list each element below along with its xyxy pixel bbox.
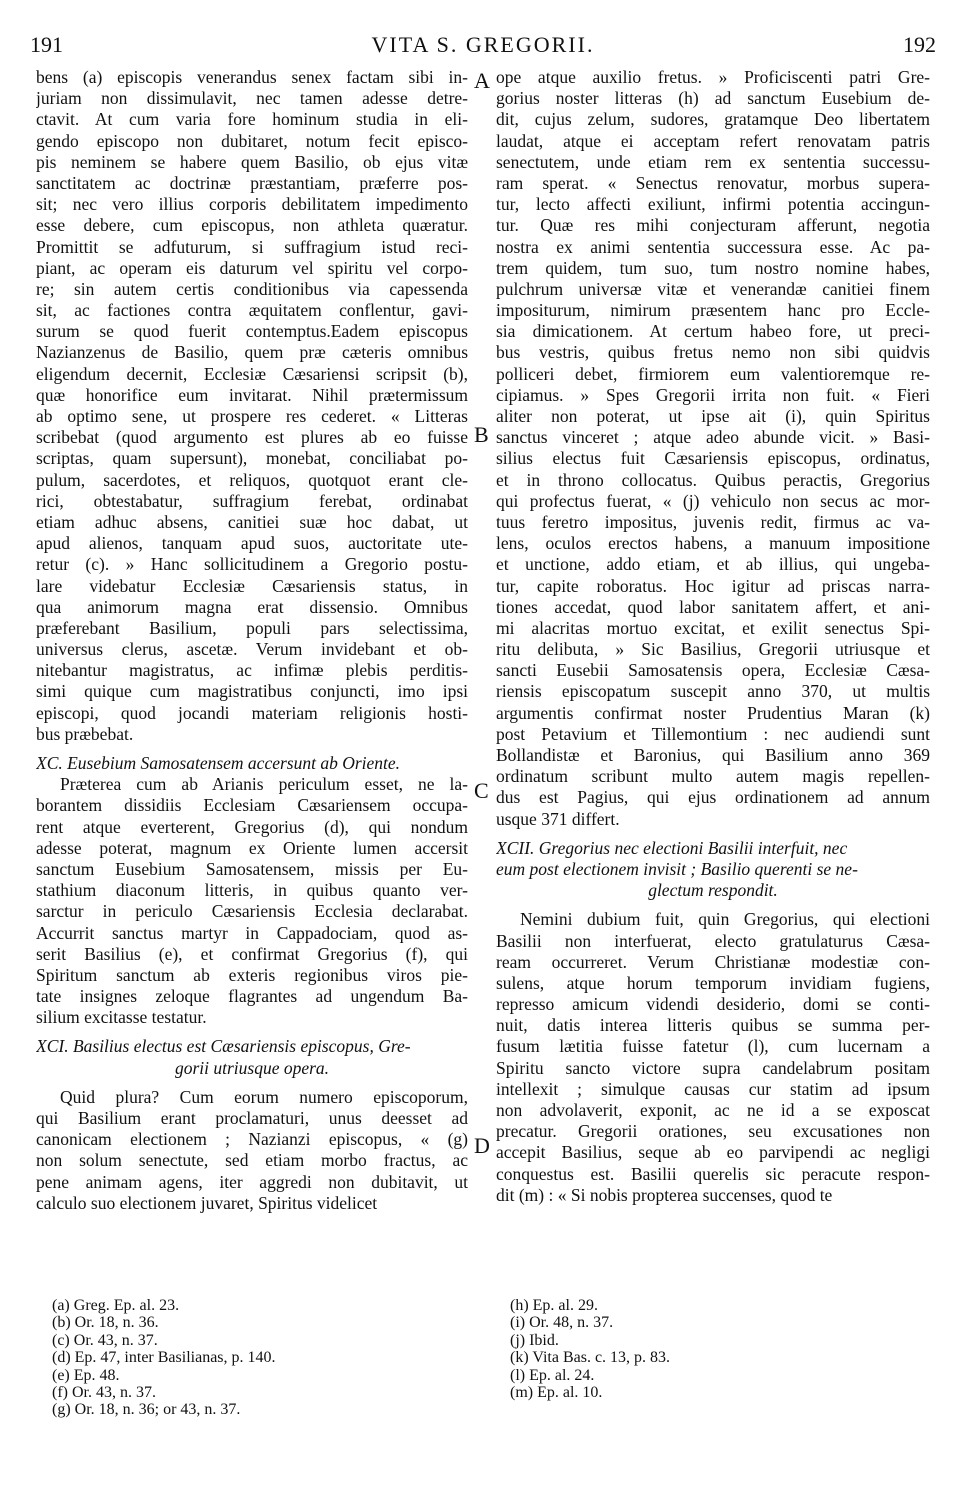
- footnote: (a) Greg. Ep. al. 23.: [52, 1297, 180, 1314]
- text-line: dit (m) : « Si nobis propterea succenses, quod te: [496, 1184, 833, 1205]
- page-number-right: 192: [903, 32, 936, 57]
- footnote: (f) Or. 43, n. 37.: [52, 1384, 156, 1402]
- text-line: non solum senectute, sed etiam morbo fractus, ac: [36, 1150, 468, 1171]
- footnote: (m) Ep. al. 10.: [510, 1384, 603, 1402]
- text-line: tiones accedat, quod labor sanitatem affert, et ani-: [496, 596, 930, 617]
- text-line: pene animam agens, iter aggredi non dubitavit, ut: [36, 1171, 468, 1192]
- running-header: [30, 32, 936, 58]
- margin-letter-d: D: [474, 1133, 490, 1158]
- text-line: Accurrit sanctus martyr in Cappadociam, quod as-: [36, 922, 468, 943]
- section-heading-line: eum post electionem invisit ; Basilio querenti se ne-: [496, 858, 858, 879]
- text-line: ream occurreret. Verum Christianæ modestiæ con-: [496, 951, 930, 972]
- text-line: etiam adhuc absens, canitiei suæ hoc dabat, ut: [36, 511, 468, 532]
- footnote: (g) Or. 18, n. 36; or 43, n. 37.: [52, 1401, 241, 1419]
- text-line: tur, capite roboratus. Hoc igitur ad priscas narra-: [496, 575, 930, 596]
- text-line: bus præbebat.: [36, 723, 134, 744]
- text-line: ritu delibuta, » Sic Basilius, Gregorii utriusque et: [496, 639, 930, 660]
- text-line: tur, lecto affecti exiliunt, infirmi potentia accingun-: [496, 194, 930, 215]
- text-line: mi alacritas mortuo excitat, et exilit senectus Spi-: [496, 617, 930, 638]
- text-line: nuit, datis interea litteris quibus se summa per-: [496, 1015, 930, 1036]
- text-line: ctavit. At cum varia fore hominum studia in eli-: [36, 109, 468, 130]
- text-line: pis neminem se habere quem Basilio, ob ejus vitæ: [36, 151, 468, 172]
- page-number-left: 191: [30, 32, 63, 57]
- text-line: borantem dissidiis Ecclesiam Cæsariensem occupa-: [36, 795, 468, 816]
- text-line: pulum, sacerdotes, et reliquos, quotquot erant cle-: [36, 469, 468, 490]
- text-line: Bollandistæ et Baronius, qui Basilium anno 369: [496, 745, 930, 765]
- footnotes-left: [52, 1297, 276, 1419]
- text-line: Spiritum sanctum ab exteris regionibus viros pie-: [36, 964, 468, 985]
- text-line: simi quique cum magistratibus conjuncti, imo ipsi: [36, 681, 468, 702]
- section-gap: [36, 745, 468, 753]
- text-line: retur (c). » Hanc sollicitudinem a Gregorio postu-: [36, 554, 468, 575]
- text-line: tuus feretro impositus, juvenis redit, firmus ac va-: [496, 511, 930, 532]
- text-line: Nemini dubium fuit, quin Gregorius, qui electioni: [520, 909, 930, 930]
- text-line: et in throno collocatus. Quibus peractis, Gregorius: [496, 469, 930, 490]
- text-line: sit, ac factiones contra æquitatem conflentur, gavi-: [36, 300, 468, 321]
- text-line: silius electus fuit Cæsariensis episcopus, ordinatus,: [496, 448, 930, 469]
- text-line: apud alienos, tanquam apud suos, auctoritate ute-: [36, 533, 468, 554]
- text-line: rici, obtestabatur, suffragium ferebat, ordinabat: [36, 490, 468, 511]
- section-heading-line: glectum respondit.: [648, 880, 778, 901]
- footnotes-right: [510, 1297, 670, 1401]
- text-line: nostra ex animi sententia successura esse. Ac pa-: [496, 236, 930, 257]
- text-line: ope atque auxilio fretus. » Proficiscenti patri Gre-: [496, 67, 930, 87]
- text-line: episcopi, quod jocandi materiam religionis hosti-: [36, 702, 468, 723]
- footnote: (h) Ep. al. 29.: [510, 1297, 598, 1314]
- text-line: non advolaverit, exponit, ac ne id a se exposcat: [496, 1100, 930, 1120]
- section-gap: [496, 830, 930, 838]
- text-line: qua animorum magna erat dissensio. Omnibus: [36, 596, 468, 617]
- text-line: sia dimicationem. At certum habeo fore, ut preci-: [496, 321, 930, 342]
- text-line: fusum lætitia fuisse fatetur (l), cum lucernam a: [496, 1036, 930, 1057]
- text-line: lare videbatur Ecclesiæ Cæsariensis status, in: [36, 575, 468, 596]
- text-line: usque 371 differt.: [496, 808, 620, 829]
- margin-letter-a: A: [474, 68, 490, 93]
- right-column: [496, 67, 930, 1206]
- section-heading-line: XCII. Gregorius nec electioni Basilii interfuit, nec: [496, 837, 848, 858]
- text-line: dus est Pagius, qui ejus ordinationem ad annum: [496, 787, 930, 808]
- section-gap: [496, 901, 930, 909]
- text-line: gendo episcopo non dubitaret, notum fecit episco-: [36, 130, 468, 151]
- text-line: serit Basilius (e), et confirmat Gregorius (f), qui: [36, 943, 468, 964]
- text-line: sancti Eusebii Samosatensis opera, Ecclesiæ Cæsa-: [496, 660, 930, 681]
- footnote: (c) Or. 43, n. 37.: [52, 1331, 158, 1349]
- text-line: senectutem, unde etiam rem ex sententia successu-: [496, 151, 930, 172]
- text-line: re; sin autem certis conditionibus via capessenda: [36, 278, 468, 299]
- text-line: esse debere, cum episcopus, non athleta quæratur.: [36, 215, 468, 236]
- margin-letter-b: B: [474, 422, 489, 447]
- footnote: (k) Vita Bas. c. 13, p. 83.: [510, 1349, 671, 1367]
- text-line: Promittit se adfuturum, si suffragium istud reci-: [36, 236, 468, 257]
- section-gap: [36, 1079, 468, 1087]
- text-line: præferebant Basilium, populi pars selectissima,: [36, 617, 468, 638]
- text-line: rent atque everterent, Gregorius (d), qui nondum: [36, 816, 468, 837]
- text-line: ram sperat. « Senectus renovatur, morbus supera-: [496, 172, 930, 193]
- text-line: scriptas, quam supersunt), monebat, conciliabat po-: [36, 448, 468, 469]
- text-line: qui profectus fuerat, « (j) vehiculo non secus ac mor-: [496, 490, 930, 511]
- text-line: calculo suo electionem juvaret, Spiritus videlicet: [36, 1192, 378, 1213]
- text-line: juriam non dissimulavit, nec tamen adesse detre-: [36, 88, 468, 109]
- section-gap: [36, 1028, 468, 1036]
- text-line: surum se quod fuerit contemptus.Eadem episcopus: [36, 321, 468, 342]
- footnote: (i) Or. 48, n. 37.: [510, 1314, 614, 1332]
- text-line: cipiamus. » Spes Gregorii irrita non fuit. « Fieri: [496, 384, 930, 405]
- section-heading-line: gorii utriusque opera.: [174, 1057, 330, 1078]
- text-line: Præterea cum ab Arianis periculum esset, ne la-: [60, 774, 468, 795]
- text-line: lens, oculos erectos habens, a manuum impositione: [496, 533, 930, 554]
- page-title: VITA S. GREGORII.: [371, 32, 595, 57]
- text-line: post Petavium et Tillemontium : nec audiendi sunt: [496, 723, 930, 744]
- text-line: pulchrum universæ vitæ et venerandæ canitiei finem: [496, 278, 930, 299]
- text-line: universus clerus, ascetæ. Verum invidebant et ob-: [36, 639, 468, 660]
- text-line: polliceri debet, firmiorem eum valentioremque re-: [496, 363, 930, 384]
- text-line: bens (a) episcopis venerandus senex factam sibi in-: [36, 67, 468, 87]
- text-line: silium excitasse testatur.: [36, 1007, 207, 1028]
- text-line: intellexit ; simulque causas cur statim ad ipsum: [496, 1078, 930, 1099]
- text-line: argumentis confirmat noster Prudentius Maran (k): [496, 702, 930, 723]
- text-line: scribebat (quod argumento est plures ab eo fuisse: [36, 427, 468, 448]
- text-line: quæ honorifice eum invitarat. Nihil prætermissum: [36, 384, 468, 405]
- text-line: tur. Quæ res mihi conjecturam afferunt, negotia: [496, 215, 930, 236]
- text-line: conquestus est. Basilii querelis sic peracute respon-: [496, 1163, 930, 1184]
- text-line: canonicam electionem ; Nazianzi episcopus, « (g): [36, 1129, 468, 1150]
- text-line: nitebantur magistratus, ac infimæ plebis perditis-: [36, 660, 468, 681]
- footnote: (e) Ep. 48.: [52, 1366, 120, 1384]
- text-line: sanctum Eusebium Samosatensem, missis per Eu-: [36, 858, 468, 879]
- text-line: laudat, atque ei acceptam refert renovatam patris: [496, 130, 930, 151]
- text-line: represso amicum videndi desiderio, domi se conti-: [496, 994, 930, 1015]
- text-line: dit, cujus zelum, sudores, gratamque Deo libertatem: [496, 109, 930, 130]
- left-column: [36, 67, 468, 1214]
- text-line: impositurum, nimirum præsentem hanc pro Eccle-: [496, 300, 930, 321]
- footnote: (j) Ibid.: [510, 1331, 559, 1349]
- text-line: et unctione, addo etiam, et ab illius, qui ungeba-: [496, 554, 930, 575]
- text-line: qui Basilium erant proclamaturi, unus deesset ad: [36, 1108, 468, 1128]
- text-line: riensis episcopatum suscepit anno 370, ut multis: [496, 681, 930, 702]
- text-line: sanctus vinceret ; atque adeo abunde vicit. » Basi-: [496, 427, 930, 448]
- text-line: sarctur in periculo Cæsariensis Ecclesia declarabat.: [36, 901, 468, 922]
- margin-letter-c: C: [474, 778, 489, 803]
- text-line: sulens, atque horum temporum invidiam fugiens,: [496, 972, 930, 993]
- text-line: gorius noster litteras (h) ad sanctum Eusebium de-: [496, 88, 930, 109]
- text-line: stathium diaconum litteris, in quibus quanto ver-: [36, 880, 468, 901]
- text-line: tate insignes zeloque flagrantes ad ungendum Ba-: [36, 986, 468, 1007]
- text-line: eligendum decernit, Ecclesiæ Cæsariensi scripsit (b),: [36, 363, 468, 384]
- text-line: Spiritu sancto victore supra candelabrum positam: [496, 1057, 930, 1078]
- text-line: ordinatum scribunt multo autem magis repellen-: [496, 766, 930, 787]
- text-line: trem quidem, tum suo, tum nostro nomine habes,: [496, 257, 930, 278]
- text-line: Quid plura? Cum eorum numero episcoporum,: [60, 1086, 468, 1107]
- text-line: bus vestris, quibus fretus nemo non sibi quidvis: [496, 342, 930, 363]
- text-line: precatur. Gregorii orationes, seu excusationes non: [496, 1121, 930, 1142]
- text-line: piant, ac operam eis daturum vel spiritu vel corpo-: [36, 257, 468, 278]
- text-line: ab optimo sene, ut prospere res cederet. « Litteras: [36, 406, 468, 426]
- text-line: aliter non poterat, ut ipse ait (i), quin Spiritus: [496, 406, 930, 426]
- footnote: (b) Or. 18, n. 36.: [52, 1314, 159, 1332]
- text-line: Basilii non interfuerat, electo gratulaturus Cæsa-: [496, 930, 930, 951]
- text-line: sanctitatem ac doctrinæ præstantiam, præferre pos-: [36, 172, 468, 193]
- text-line: accepit Basilius, seque ab eo parvipendi ac negligi: [496, 1142, 930, 1163]
- footnote: (d) Ep. 47, inter Basilianas, p. 140.: [52, 1349, 276, 1367]
- text-line: adesse poterat, magnum ex Oriente lumen accersit: [36, 837, 468, 858]
- text-line: sit; nec vero illius corporis debilitatem impedimento: [36, 194, 468, 215]
- footnote: (l) Ep. al. 24.: [510, 1366, 595, 1384]
- section-heading-line: XC. Eusebium Samosatensem accersunt ab Oriente.: [36, 753, 401, 773]
- text-line: Nazianzenus de Basilio, quem præ cæteris omnibus: [36, 342, 468, 363]
- section-heading-line: XCI. Basilius electus est Cæsariensis episcopus, Gre-: [36, 1036, 411, 1057]
